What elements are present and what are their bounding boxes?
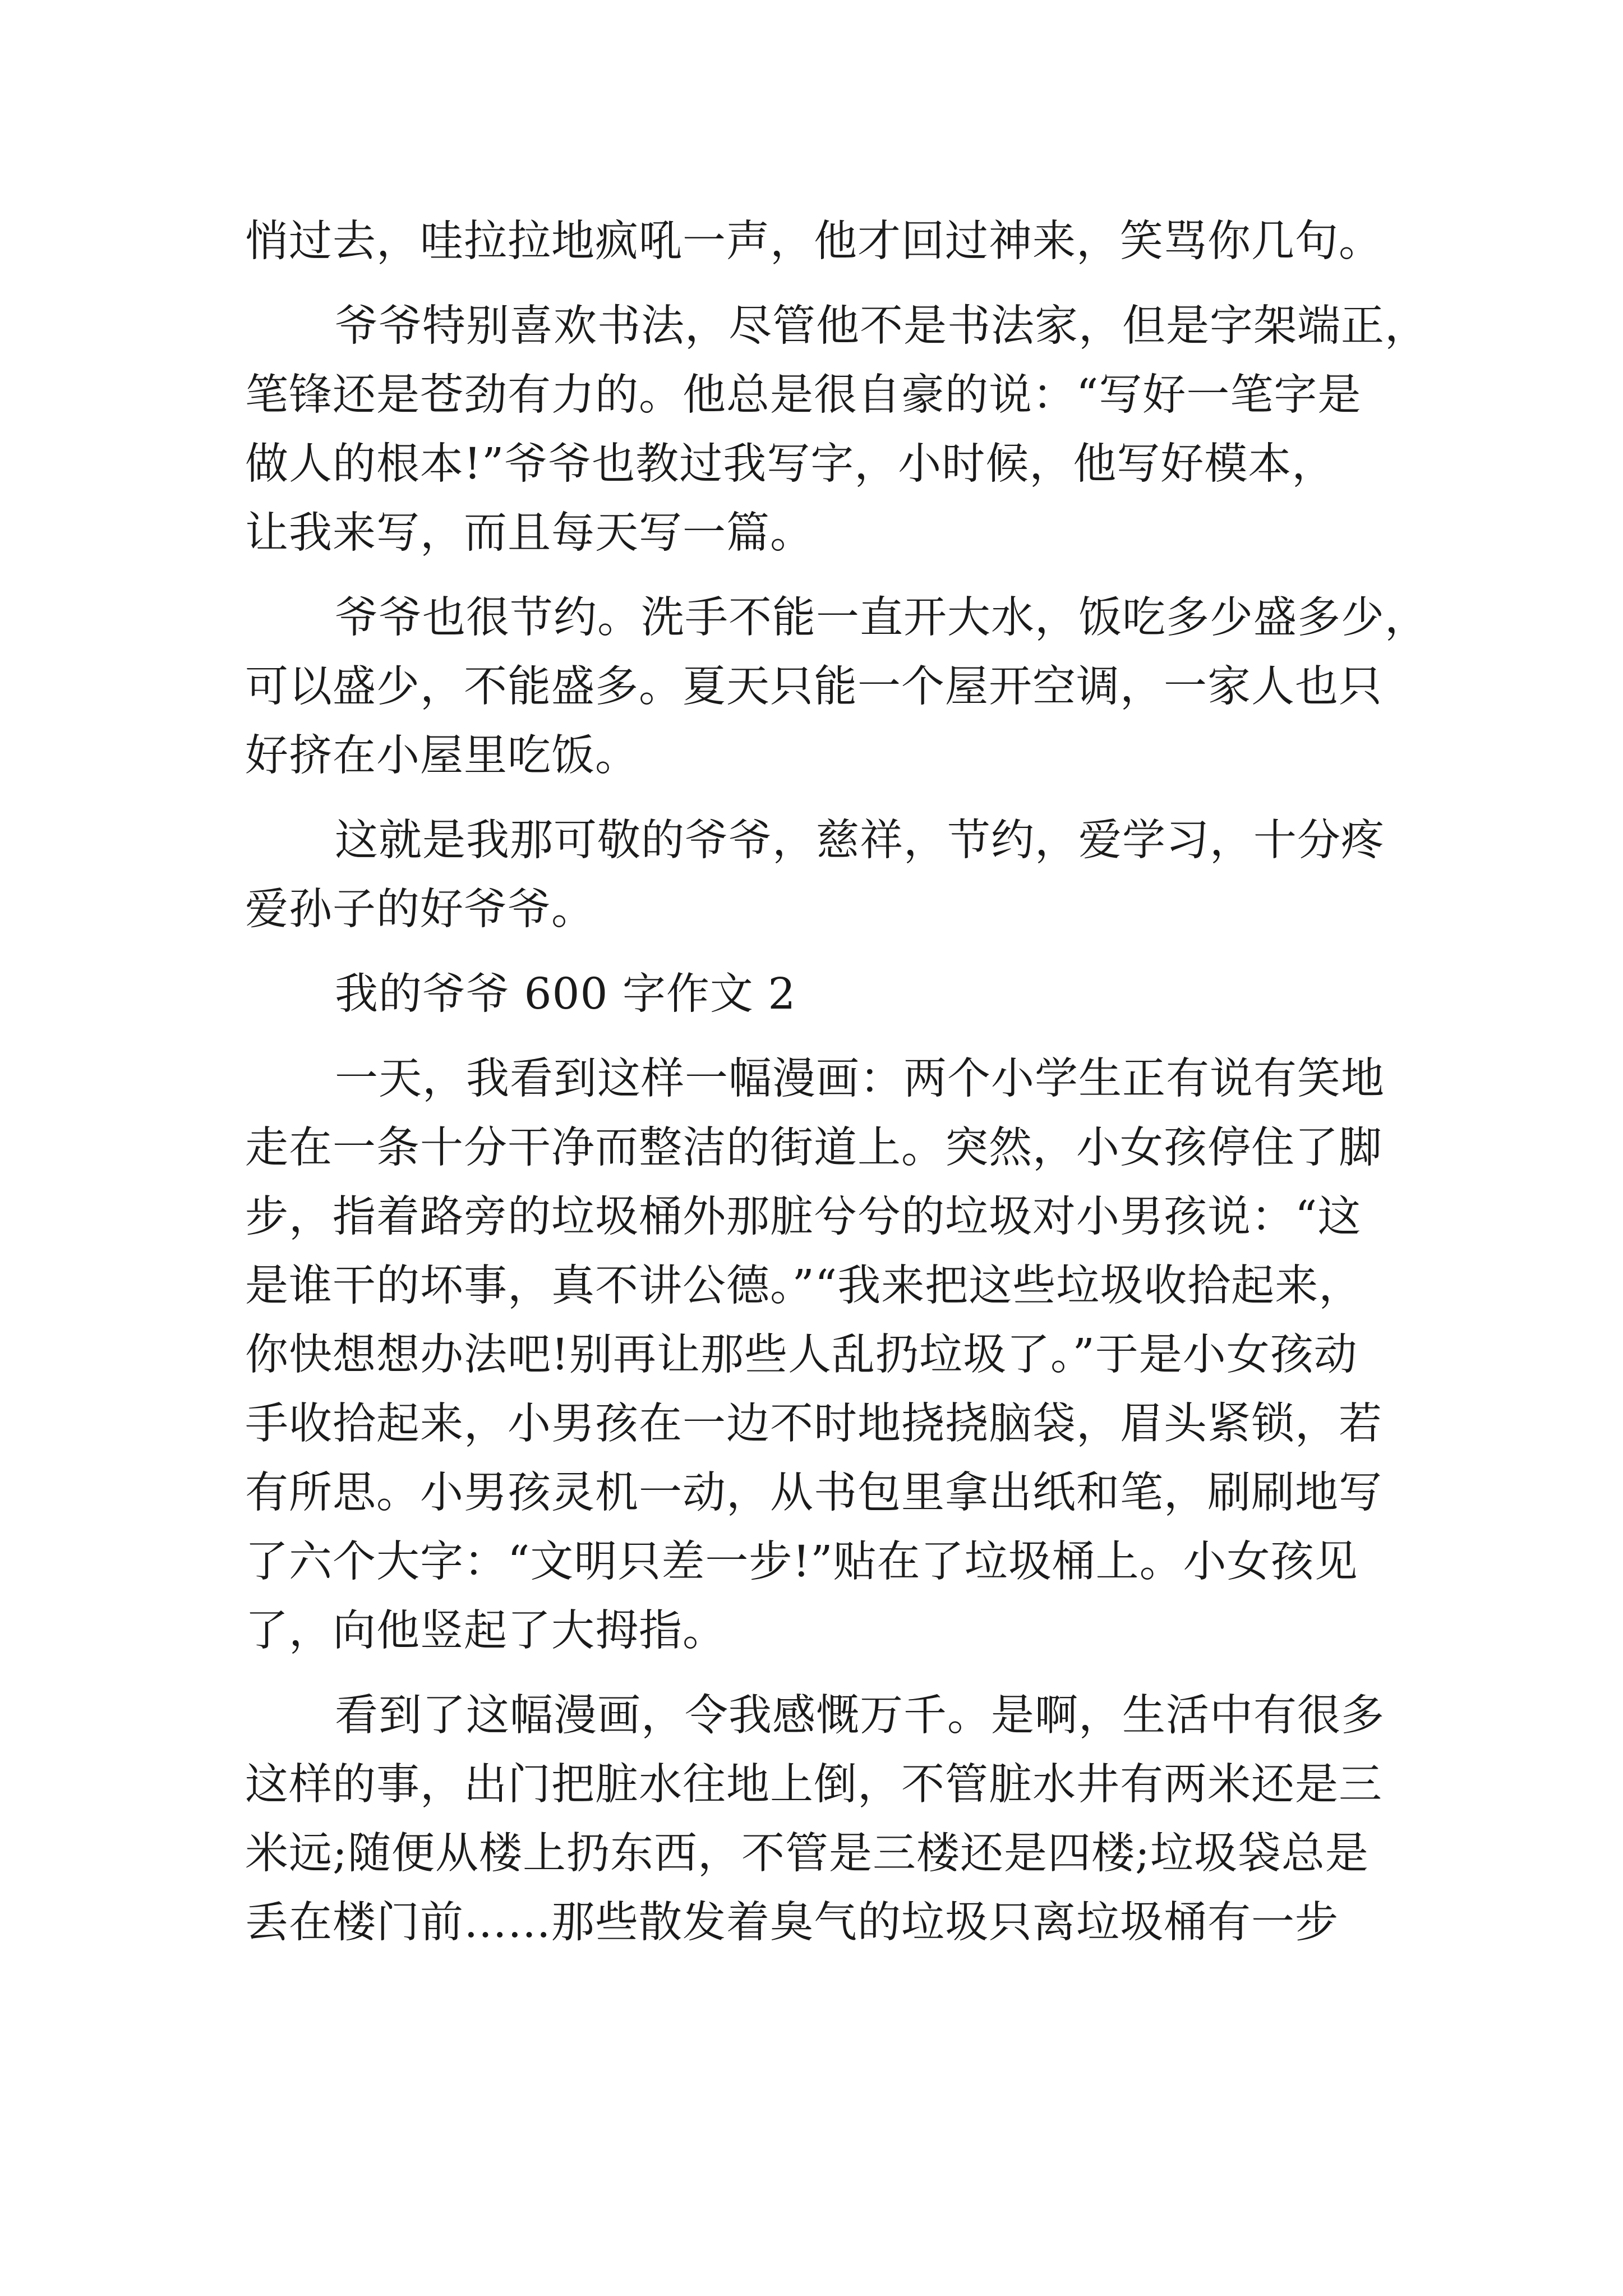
paragraph-start-line: 爷爷也很节约。洗手不能一直开大水，饭吃多少盛多少， [335, 593, 1428, 643]
text-line: 笔锋还是苍劲有力的。他总是很自豪的说：“写好一笔字是 [245, 370, 1362, 420]
paragraph-start-line: 这就是我那可敬的爷爷，慈祥，节约，爱学习，十分疼 [335, 816, 1385, 866]
section-heading: 我的爷爷 600 字作文 2 [335, 969, 796, 1019]
paragraph-start-line: 看到了这幅漫画，令我感慨万千。是啊，生活中有很多 [335, 1691, 1385, 1741]
text-line: 走在一条十分干净而整洁的街道上。突然，小女孩停住了脚 [245, 1123, 1382, 1173]
text-line: 做人的根本!”爷爷也教过我写字，小时候，他写好模本， [245, 439, 1336, 489]
text-line: 好挤在小屋里吃饭。 [245, 731, 639, 781]
text-line: 让我来写，而且每天写一篇。 [245, 508, 814, 558]
text-line: 手收拾起来，小男孩在一边不时地挠挠脑袋，眉头紧锁，若 [245, 1399, 1382, 1449]
text-line: 步，指着路旁的垃圾桶外那脏兮兮的垃圾对小男孩说：“这 [245, 1192, 1362, 1242]
text-line: 有所思。小男孩灵机一动，从书包里拿出纸和笔，刷刷地写 [245, 1468, 1382, 1518]
text-line: 爱孙子的好爷爷。 [245, 885, 595, 935]
text-line: 是谁干的坏事，真不讲公德。”“我来把这些垃圾收拾起来， [245, 1261, 1363, 1311]
text-line: 悄过去，哇拉拉地疯吼一声，他才回过神来，笑骂你几句。 [245, 217, 1382, 266]
text-line: 了六个大字：“文明只差一步!”贴在了垃圾桶上。小女孩见 [245, 1537, 1358, 1587]
paragraph-start-line: 爷爷特别喜欢书法，尽管他不是书法家，但是字架端正， [335, 301, 1428, 351]
text-line: 这样的事，出门把脏水往地上倒，不管脏水井有两米还是三 [245, 1760, 1382, 1810]
text-line: 你快想想办法吧!别再让那些人乱扔垃圾了。”于是小女孩动 [245, 1330, 1358, 1380]
text-line: 丢在楼门前……那些散发着臭气的垃圾只离垃圾桶有一步 [245, 1898, 1339, 1948]
paragraph-start-line: 一天，我看到这样一幅漫画：两个小学生正有说有笑地 [335, 1054, 1385, 1104]
text-line: 米远;随便从楼上扔东西，不管是三楼还是四楼;垃圾袋总是 [245, 1829, 1369, 1879]
text-line: 可以盛少，不能盛多。夏天只能一个屋开空调，一家人也只 [245, 662, 1382, 712]
text-line: 了，向他竖起了大拇指。 [245, 1606, 726, 1656]
